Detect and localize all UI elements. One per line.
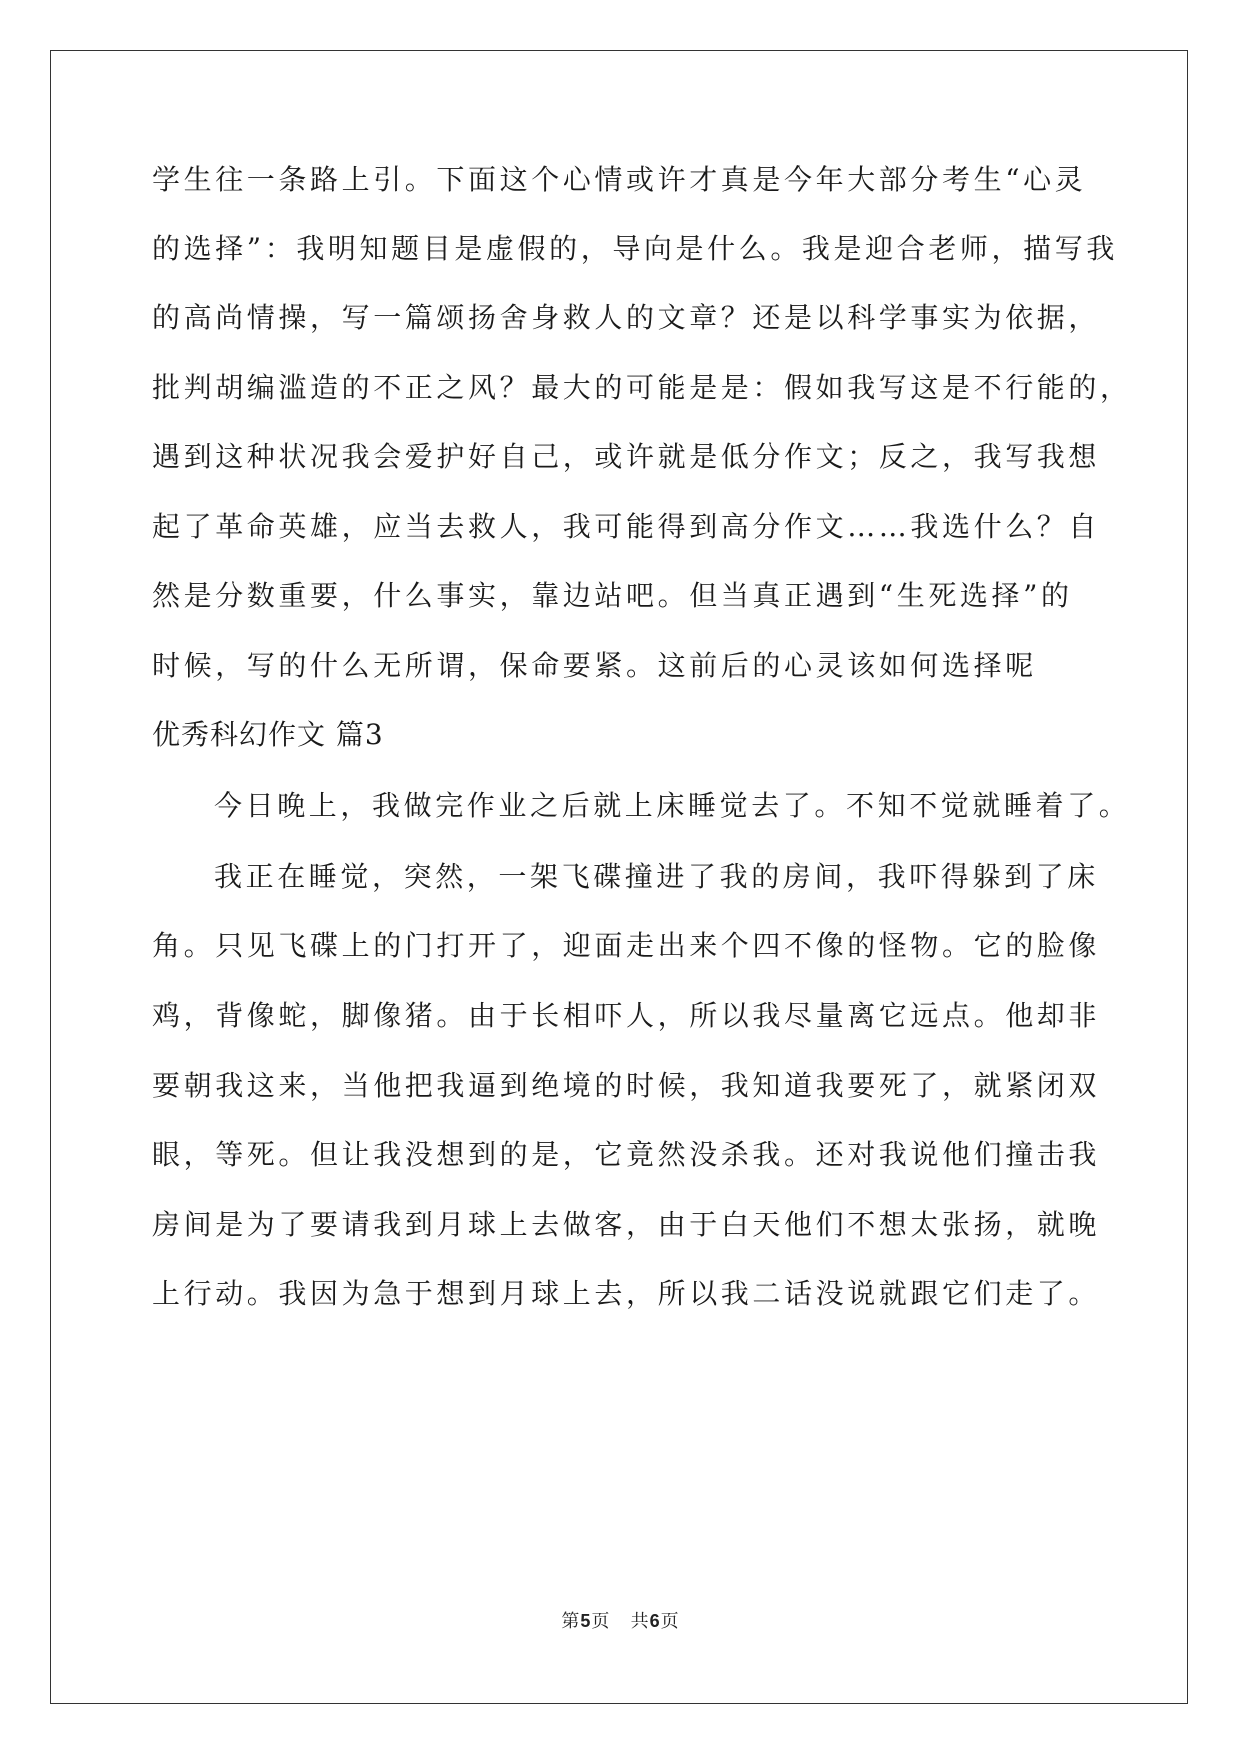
page-footer — [0, 1610, 1241, 1633]
paragraph-line: 上行动。我因为急于想到月球上去，所以我二话没说就跟它们走了。 — [152, 1277, 1101, 1310]
total-prefix: 共 — [630, 1611, 650, 1632]
total-suffix: 页 — [660, 1611, 680, 1632]
paragraph-line: 要朝我这来，当他把我逼到绝境的时候，我知道我要死了，就紧闭双 — [152, 1069, 1101, 1102]
text-line: 的高尚情操，写一篇颂扬舍身救人的文章？还是以科学事实为依据， — [152, 301, 1101, 334]
paragraph-line: 鸡，背像蛇，脚像猪。由于长相吓人，所以我尽量离它远点。他却非 — [152, 999, 1101, 1032]
paragraph-line: 今日晚上，我做完作业之后就上床睡觉去了。不知不觉就睡着了。 — [214, 789, 1131, 822]
text-line: 起了革命英雄，应当去救人，我可能得到高分作文……我选什么？自 — [152, 510, 1101, 543]
paragraph-line: 眼，等死。但让我没想到的是，它竟然没杀我。还对我说他们撞击我 — [152, 1138, 1101, 1171]
text-line: 遇到这种状况我会爱护好自己，或许就是低分作文；反之，我写我想 — [152, 440, 1101, 473]
total-pages-number: 6 — [649, 1611, 661, 1631]
text-line: 批判胡编滥造的不正之风？最大的可能是是：假如我写这是不行能的， — [152, 371, 1132, 404]
paragraph-line: 房间是为了要请我到月球上去做客，由于白天他们不想太张扬，就晚 — [152, 1208, 1101, 1241]
paragraph-line: 我正在睡觉，突然，一架飞碟撞进了我的房间，我吓得躲到了床 — [214, 860, 1099, 893]
text-line: 然是分数重要，什么事实，靠边站吧。但当真正遇到“生死选择”的 — [152, 579, 1073, 612]
section-heading: 优秀科幻作文 篇3 — [152, 718, 384, 751]
page-suffix: 页 — [591, 1611, 611, 1632]
text-line: 学生往一条路上引。下面这个心情或许才真是今年大部分考生“心灵 — [152, 163, 1087, 196]
paragraph-line: 角。只见飞碟上的门打开了，迎面走出来个四不像的怪物。它的脸像 — [152, 929, 1101, 962]
text-line: 的选择”：我明知题目是虚假的，导向是什么。我是迎合老师，描写我 — [152, 232, 1118, 265]
current-page-number: 5 — [580, 1611, 592, 1631]
page-prefix: 第 — [561, 1611, 581, 1632]
text-line: 时候，写的什么无所谓，保命要紧。这前后的心灵该如何选择呢 — [152, 649, 1037, 682]
